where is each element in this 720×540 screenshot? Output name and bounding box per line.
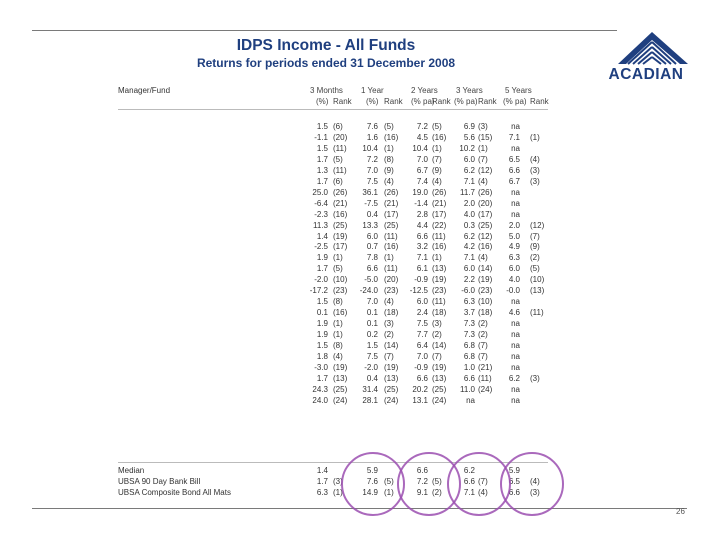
table-cell-rank: (4) — [384, 176, 394, 186]
table-cell-rank: (3) — [530, 165, 540, 175]
table-cell-value: 4.5 — [416, 132, 428, 142]
table-cell-rank: (6) — [333, 122, 343, 131]
table-cell-value: -6.0 — [461, 286, 475, 296]
table-cell-rank: (26) — [384, 187, 399, 197]
table-cell-rank: (1) — [333, 319, 343, 329]
table-cell-value: na — [511, 395, 520, 405]
summary-cell-rank: (4) — [530, 477, 540, 486]
summary-cell-rank: (3) — [333, 477, 343, 486]
table-cell-rank: (21) — [333, 198, 348, 208]
summary-cell-value: 7.2 — [416, 477, 428, 486]
summary-cell-value: 6.5 — [508, 477, 520, 486]
table-cell-rank: (18) — [432, 308, 447, 318]
table-cell-rank: (25) — [478, 220, 493, 230]
table-cell-value: 0.4 — [366, 209, 378, 219]
table-cell-value: 2.0 — [463, 198, 475, 208]
table-cell-value: 2.2 — [463, 275, 475, 285]
table-cell-rank: (14) — [384, 341, 399, 350]
table-cell-value: 1.5 — [316, 122, 328, 131]
table-cell-value: 1.6 — [366, 132, 378, 142]
highlight-circle-1year — [341, 452, 405, 516]
table-cell-rank: (2) — [478, 330, 488, 340]
subheader-label: (% pa) — [503, 97, 527, 106]
table-cell-value: 0.7 — [366, 242, 378, 252]
table-cell-rank: (5) — [333, 264, 343, 274]
table-cell-rank: (14) — [478, 264, 493, 274]
table-cell-rank: (10) — [333, 275, 348, 285]
table-cell-value: 4.4 — [416, 220, 428, 230]
table-cell-rank: (5) — [432, 122, 442, 131]
table-cell-rank: (23) — [478, 286, 493, 296]
table-cell-rank: (1) — [478, 143, 488, 153]
table-cell-value: 1.5 — [366, 341, 378, 350]
table-cell-value: 7.0 — [416, 154, 428, 164]
manager-fund-header: Manager/Fund — [118, 86, 171, 95]
table-cell-rank: (8) — [333, 341, 343, 350]
table-cell-rank: (7) — [384, 351, 394, 361]
table-cell-rank: (4) — [333, 351, 343, 361]
table-cell-value: na — [511, 319, 520, 329]
summary-cell-value: 14.9 — [362, 488, 378, 497]
table-cell-rank: (11) — [530, 308, 544, 318]
table-cell-rank: (10) — [478, 297, 493, 307]
table-cell-rank: (12) — [478, 231, 493, 241]
table-cell-rank: (21) — [432, 198, 447, 208]
summary-cell-value: 5.9 — [366, 466, 378, 475]
table-cell-value: 0.1 — [366, 319, 378, 329]
table-cell-value: 6.3 — [463, 297, 475, 307]
table-cell-rank: (4) — [478, 176, 488, 186]
table-cell-rank: (7) — [478, 154, 488, 164]
table-cell-rank: (8) — [333, 297, 343, 307]
table-cell-value: 2.8 — [416, 209, 428, 219]
table-cell-value: 20.2 — [412, 384, 428, 394]
table-cell-rank: (17) — [478, 209, 493, 219]
table-cell-value: 6.2 — [463, 231, 475, 241]
table-cell-value: 6.2 — [508, 373, 520, 383]
table-cell-rank: (7) — [478, 351, 488, 361]
table-cell-rank: (16) — [333, 308, 348, 318]
table-cell-value: 7.1 — [508, 132, 520, 142]
table-cell-rank: (14) — [432, 341, 447, 350]
table-cell-value: -0.0 — [506, 286, 520, 296]
table-cell-rank: (13) — [530, 286, 545, 296]
table-cell-rank: (19) — [333, 231, 348, 241]
table-cell-rank: (22) — [432, 220, 447, 230]
table-cell-rank: (13) — [384, 373, 399, 383]
table-cell-rank: (8) — [384, 154, 394, 164]
table-cell-rank: (24) — [333, 395, 348, 405]
table-cell-rank: (17) — [333, 242, 348, 252]
table-cell-value: 7.3 — [463, 319, 475, 329]
table-cell-value: 19.0 — [412, 187, 428, 197]
table-cell-rank: (25) — [432, 384, 447, 394]
table-cell-value: 1.9 — [316, 330, 328, 340]
table-cell-rank: (1) — [384, 143, 394, 153]
table-cell-rank: (17) — [432, 209, 447, 219]
table-cell-value: 28.1 — [362, 395, 378, 405]
table-cell-rank: (16) — [432, 132, 447, 142]
table-cell-value: 4.2 — [463, 242, 475, 252]
table-cell-value: 31.4 — [362, 384, 378, 394]
page-number: 26 — [676, 507, 685, 516]
table-cell-rank: (21) — [478, 362, 493, 372]
table-cell-value: 10.2 — [459, 143, 475, 153]
summary-cell-value: 6.6 — [463, 477, 475, 486]
table-cell-rank: (19) — [384, 362, 399, 372]
table-cell-value: 7.8 — [366, 253, 378, 263]
table-cell-rank: (2) — [384, 330, 394, 340]
table-cell-value: 2.4 — [416, 308, 428, 318]
header-rule — [118, 109, 548, 110]
table-cell-value: na — [511, 297, 520, 307]
table-cell-rank: (25) — [333, 220, 348, 230]
table-cell-value: 1.9 — [316, 319, 328, 329]
table-cell-value: 6.0 — [416, 297, 428, 307]
table-cell-rank: (11) — [333, 143, 347, 153]
table-cell-value: 13.1 — [412, 395, 428, 405]
table-cell-value: 11.0 — [460, 384, 475, 394]
table-cell-value: 3.2 — [416, 242, 428, 252]
table-cell-value: -2.0 — [314, 275, 328, 285]
table-cell-value: 10.4 — [362, 143, 378, 153]
table-cell-value: 1.7 — [316, 176, 328, 186]
summary-cell-rank: (4) — [478, 488, 488, 497]
table-cell-value: 7.5 — [366, 176, 378, 186]
period-header: 3 Years — [456, 86, 483, 95]
table-cell-rank: (20) — [333, 132, 348, 142]
table-cell-value: 11.3 — [313, 220, 328, 230]
table-cell-value: 6.2 — [463, 165, 475, 175]
table-cell-value: -2.0 — [364, 362, 378, 372]
table-cell-value: 2.0 — [508, 220, 520, 230]
table-cell-value: 6.6 — [416, 231, 428, 241]
summary-cell-value: 1.7 — [316, 477, 328, 486]
table-cell-rank: (9) — [384, 165, 394, 175]
table-cell-rank: (1) — [384, 253, 394, 263]
table-cell-rank: (25) — [384, 384, 399, 394]
table-cell-rank: (16) — [432, 242, 447, 252]
table-cell-value: 24.0 — [312, 395, 328, 405]
table-cell-rank: (18) — [384, 308, 399, 318]
subheader-label: (% pa) — [411, 97, 435, 106]
table-cell-value: 1.5 — [316, 143, 328, 153]
table-cell-rank: (25) — [384, 220, 399, 230]
table-cell-value: na — [511, 362, 520, 372]
highlight-circle-5years — [500, 452, 564, 516]
subheader-label: Rank — [432, 97, 451, 106]
summary-cell-value: 6.3 — [316, 488, 328, 497]
table-cell-value: 6.0 — [366, 231, 378, 241]
table-cell-rank: (20) — [478, 198, 493, 208]
table-cell-value: 1.7 — [316, 373, 328, 383]
summary-row-label: Median — [118, 466, 145, 475]
table-cell-value: 6.6 — [463, 373, 475, 383]
table-cell-value: 1.3 — [316, 165, 328, 175]
table-cell-rank: (16) — [478, 242, 493, 252]
table-cell-rank: (23) — [432, 286, 447, 296]
subheader-label: (%) — [366, 97, 379, 106]
table-cell-value: -0.9 — [414, 275, 428, 285]
table-cell-value: 6.7 — [416, 165, 428, 175]
table-cell-value: -12.5 — [409, 286, 428, 296]
table-cell-rank: (4) — [478, 253, 488, 263]
table-cell-value: 5.6 — [463, 132, 475, 142]
table-cell-value: 7.2 — [366, 154, 378, 164]
subheader-label: Rank — [530, 97, 549, 106]
page-subtitle: Returns for periods ended 31 December 2008 — [196, 56, 456, 70]
table-cell-rank: (1) — [530, 132, 540, 142]
table-cell-rank: (26) — [478, 187, 493, 197]
table-cell-rank: (4) — [384, 297, 394, 307]
table-cell-rank: (18) — [478, 308, 493, 318]
table-cell-rank: (7) — [432, 351, 442, 361]
summary-cell-value: 7.1 — [463, 488, 475, 497]
page-title: IDPS Income - All Funds — [236, 37, 416, 54]
table-cell-rank: (16) — [384, 242, 399, 252]
table-cell-value: 1.4 — [316, 231, 328, 241]
table-cell-rank: (1) — [333, 253, 343, 263]
table-cell-value: 6.5 — [508, 154, 520, 164]
table-cell-value: 4.9 — [508, 242, 520, 252]
table-cell-value: 6.6 — [416, 373, 428, 383]
table-cell-value: 0.2 — [366, 330, 378, 340]
table-cell-value: -3.0 — [314, 362, 328, 372]
table-cell-rank: (3) — [384, 319, 394, 329]
table-cell-value: -6.4 — [314, 198, 328, 208]
summary-cell-rank: (5) — [384, 477, 394, 486]
table-cell-rank: (11) — [384, 231, 398, 241]
table-cell-rank: (5) — [384, 122, 394, 131]
table-cell-value: 5.0 — [508, 231, 520, 241]
subheader-label: Rank — [333, 97, 352, 106]
table-cell-rank: (3) — [432, 319, 442, 329]
table-cell-rank: (11) — [478, 373, 492, 383]
table-cell-value: 7.0 — [366, 297, 378, 307]
table-cell-rank: (26) — [432, 187, 447, 197]
top-rule — [32, 30, 617, 31]
table-cell-value: 0.3 — [463, 220, 475, 230]
table-cell-rank: (7) — [530, 231, 540, 241]
period-header: 2 Years — [411, 86, 438, 95]
table-cell-value: -0.9 — [414, 362, 428, 372]
summary-cell-rank: (1) — [333, 488, 343, 497]
summary-cell-value: 7.6 — [366, 477, 378, 486]
table-cell-rank: (13) — [333, 373, 348, 383]
table-cell-value: 7.3 — [463, 330, 475, 340]
table-cell-rank: (11) — [432, 231, 446, 241]
table-cell-value: 1.5 — [316, 341, 328, 350]
table-cell-value: 13.3 — [362, 220, 378, 230]
table-cell-value: 7.1 — [416, 253, 428, 263]
table-cell-value: 6.3 — [508, 253, 520, 263]
table-cell-value: 6.1 — [416, 264, 428, 274]
table-cell-value: na — [511, 198, 520, 208]
table-cell-rank: (3) — [530, 176, 540, 186]
table-cell-value: 6.8 — [463, 341, 475, 350]
summary-row-label: UBSA 90 Day Bank Bill — [118, 477, 201, 486]
table-cell-rank: (24) — [384, 395, 399, 405]
table-cell-rank: (17) — [384, 209, 399, 219]
table-cell-rank: (25) — [333, 384, 348, 394]
table-cell-value: 7.0 — [366, 165, 378, 175]
table-cell-value: 10.4 — [412, 143, 428, 153]
table-cell-value: 7.0 — [416, 351, 428, 361]
table-cell-value: 0.1 — [316, 308, 328, 318]
summary-cell-rank: (7) — [478, 477, 488, 486]
table-cell-value: 6.0 — [508, 264, 520, 274]
table-cell-rank: (12) — [478, 165, 493, 175]
table-cell-value: na — [511, 143, 520, 153]
table-cell-rank: (13) — [432, 264, 447, 274]
period-header: 1 Year — [361, 86, 384, 95]
table-cell-value: na — [511, 330, 520, 340]
summary-cell-value: 1.4 — [316, 466, 328, 475]
table-cell-value: 7.4 — [416, 176, 428, 186]
table-cell-value: 24.3 — [312, 384, 328, 394]
table-cell-value: -17.2 — [309, 286, 328, 296]
table-cell-value: 7.1 — [463, 176, 475, 186]
table-cell-rank: (24) — [432, 395, 447, 405]
table-cell-value: 6.0 — [463, 264, 475, 274]
table-cell-value: 36.1 — [362, 187, 378, 197]
table-cell-value: 25.0 — [312, 187, 328, 197]
summary-cell-rank: (1) — [384, 488, 394, 497]
table-cell-rank: (24) — [478, 384, 493, 394]
table-cell-rank: (4) — [530, 154, 540, 164]
table-cell-rank: (11) — [333, 165, 347, 175]
table-cell-rank: (23) — [384, 286, 399, 296]
table-cell-rank: (11) — [432, 297, 446, 307]
summary-cell-value: 6.6 — [508, 488, 520, 497]
table-cell-value: na — [511, 122, 520, 131]
table-cell-rank: (1) — [333, 330, 343, 340]
table-cell-rank: (2) — [432, 330, 442, 340]
table-cell-rank: (1) — [432, 143, 442, 153]
table-cell-value: 7.5 — [416, 319, 428, 329]
table-cell-rank: (7) — [432, 154, 442, 164]
summary-cell-value: 5.9 — [508, 466, 520, 475]
table-cell-rank: (19) — [333, 362, 348, 372]
table-cell-rank: (3) — [530, 373, 540, 383]
table-cell-value: 7.2 — [416, 122, 428, 131]
table-cell-value: 7.7 — [416, 330, 428, 340]
summary-cell-value: 6.2 — [463, 466, 475, 475]
table-cell-value: na — [511, 341, 520, 350]
table-cell-rank: (6) — [333, 176, 343, 186]
summary-row-label: UBSA Composite Bond All Mats — [118, 488, 231, 497]
table-cell-rank: (19) — [478, 275, 493, 285]
table-cell-rank: (15) — [478, 132, 493, 142]
table-cell-rank: (5) — [530, 264, 540, 274]
subheader-label: Rank — [478, 97, 497, 106]
summary-cell-value: 6.6 — [416, 466, 428, 475]
table-cell-value: 6.0 — [463, 154, 475, 164]
table-cell-value: na — [466, 395, 475, 405]
table-cell-value: 1.7 — [316, 154, 328, 164]
table-cell-rank: (9) — [432, 165, 442, 175]
table-cell-rank: (10) — [530, 275, 545, 285]
table-cell-rank: (21) — [384, 198, 399, 208]
table-cell-value: na — [511, 209, 520, 219]
table-cell-value: -1.1 — [314, 132, 328, 142]
subheader-label: Rank — [384, 97, 403, 106]
logo-wordmark: ACADIAN — [608, 66, 684, 83]
table-cell-value: -1.4 — [414, 198, 428, 208]
table-cell-value: 4.6 — [508, 308, 520, 318]
period-header: 5 Years — [505, 86, 532, 95]
table-cell-rank: (16) — [384, 132, 399, 142]
table-cell-value: 0.1 — [366, 308, 378, 318]
table-cell-rank: (12) — [530, 220, 545, 230]
table-cell-value: 1.0 — [463, 362, 475, 372]
table-cell-rank: (2) — [530, 253, 540, 263]
table-cell-value: 3.7 — [463, 308, 475, 318]
table-cell-rank: (13) — [432, 373, 447, 383]
table-cell-value: 4.0 — [508, 275, 520, 285]
table-cell-value: 6.4 — [416, 341, 428, 350]
table-cell-value: 11.7 — [460, 187, 475, 197]
table-cell-rank: (3) — [478, 122, 488, 131]
table-cell-rank: (9) — [530, 242, 540, 252]
summary-cell-rank: (3) — [530, 488, 540, 497]
table-cell-value: 7.6 — [366, 122, 378, 131]
table-cell-rank: (23) — [333, 286, 348, 296]
table-cell-value: -7.5 — [364, 198, 378, 208]
table-cell-value: 1.7 — [316, 264, 328, 274]
table-cell-value: 6.7 — [508, 176, 520, 186]
subheader-label: (%) — [316, 97, 329, 106]
table-cell-rank: (2) — [478, 319, 488, 329]
table-cell-rank: (5) — [333, 154, 343, 164]
table-cell-rank: (16) — [333, 209, 348, 219]
summary-cell-value: 9.1 — [416, 488, 428, 497]
summary-cell-rank: (5) — [432, 477, 442, 486]
table-cell-rank: (20) — [384, 275, 399, 285]
table-cell-value: 4.0 — [463, 209, 475, 219]
table-cell-value: 1.9 — [316, 253, 328, 263]
table-cell-rank: (7) — [478, 341, 488, 350]
table-cell-value: -2.5 — [314, 242, 328, 252]
table-cell-rank: (19) — [432, 275, 447, 285]
table-cell-value: 6.6 — [508, 165, 520, 175]
table-cell-value: -24.0 — [359, 286, 378, 296]
table-cell-value: 7.5 — [366, 351, 378, 361]
table-cell-value: -5.0 — [364, 275, 378, 285]
table-cell-rank: (26) — [333, 187, 348, 197]
table-cell-value: 6.8 — [463, 351, 475, 361]
table-cell-value: 0.4 — [366, 373, 378, 383]
table-cell-value: -2.3 — [314, 209, 328, 219]
table-cell-value: 1.5 — [316, 297, 328, 307]
table-cell-value: 6.9 — [463, 122, 475, 131]
table-cell-value: na — [511, 384, 520, 394]
table-cell-value: na — [511, 187, 520, 197]
table-cell-rank: (4) — [432, 176, 442, 186]
table-cell-value: 7.1 — [463, 253, 475, 263]
table-cell-value: 6.6 — [366, 264, 378, 274]
subheader-label: (% pa) — [454, 97, 478, 106]
table-cell-rank: (11) — [384, 264, 398, 274]
table-cell-rank: (19) — [432, 362, 447, 372]
table-cell-rank: (1) — [432, 253, 442, 263]
table-cell-value: na — [511, 351, 520, 361]
summary-cell-rank: (2) — [432, 488, 442, 497]
period-header: 3 Months — [310, 86, 343, 95]
table-cell-value: 1.8 — [316, 351, 328, 361]
